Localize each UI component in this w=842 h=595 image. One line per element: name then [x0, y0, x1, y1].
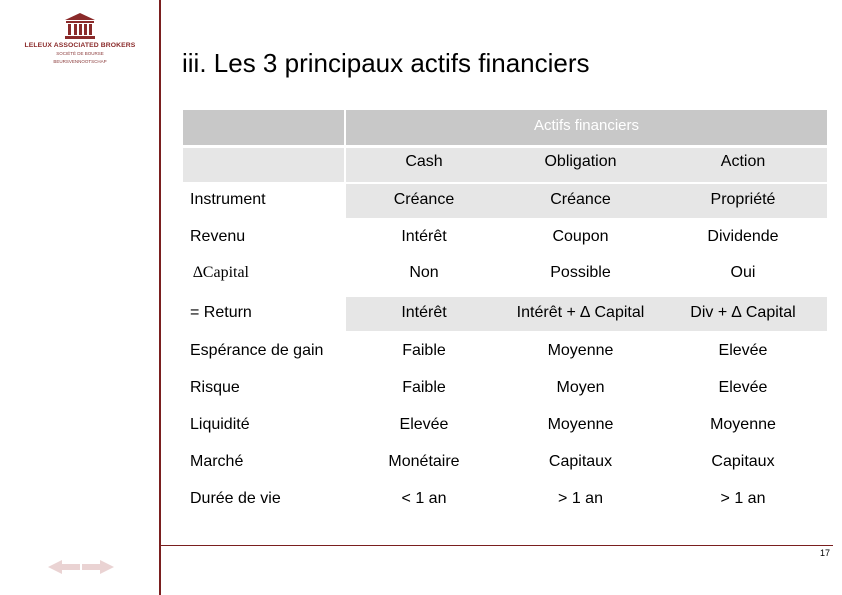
table-cell: Elevée	[718, 379, 768, 396]
table-cell: Moyen	[556, 379, 605, 396]
table-cell: Possible	[550, 264, 611, 281]
table-cell: Moyenne	[710, 416, 776, 433]
table-cell: > 1 an	[720, 490, 766, 507]
table-cell: Non	[409, 264, 439, 281]
arrow-left-icon[interactable]	[48, 560, 80, 574]
table-cell: Créance	[393, 191, 455, 208]
column-header-cash: Cash	[405, 153, 443, 170]
row-label-return: = Return	[190, 304, 252, 321]
table-cell: Div + ∆ Capital	[690, 304, 796, 321]
company-logo	[10, 12, 150, 72]
table-cell: Capitaux	[548, 453, 613, 470]
row-label-instrument: Instrument	[190, 191, 266, 208]
row-label-marche: Marché	[190, 453, 244, 470]
table-cell: Elevée	[399, 416, 449, 433]
table-cell: Propriété	[710, 191, 776, 208]
footer-divider	[161, 545, 833, 546]
header-blank-cell	[183, 110, 344, 145]
logo-subline-2: BEURSVENNOOTSCHAP	[53, 58, 107, 64]
table-cell: Elevée	[718, 342, 768, 359]
table-cell: Intérêt	[401, 304, 447, 321]
table-cell: Faible	[402, 342, 446, 359]
row-label-revenu: Revenu	[190, 228, 246, 245]
table-cell: Coupon	[552, 228, 609, 245]
row-label-risque: Risque	[190, 379, 240, 396]
arrow-right-icon[interactable]	[82, 560, 114, 574]
table-cell: < 1 an	[401, 490, 447, 507]
page-number: 17	[819, 548, 830, 558]
table-cell: Créance	[550, 191, 611, 208]
column-header-blank	[183, 148, 344, 182]
table-cell: Capitaux	[711, 453, 775, 470]
logo-subline-1: SOCIÉTÉ DE BOURSE	[56, 51, 104, 56]
column-header-action: Action	[720, 153, 766, 170]
table-cell: Oui	[730, 264, 756, 281]
vertical-divider	[159, 0, 161, 595]
row-label-duree: Durée de vie	[190, 490, 281, 507]
table-cell: Monétaire	[388, 453, 460, 470]
table-cell: Intérêt	[401, 228, 447, 245]
table-cell: Intérêt + ∆ Capital	[516, 304, 645, 321]
row-label-liquidite: Liquidité	[190, 416, 250, 433]
logo-name: LELEUX ASSOCIATED BROKERS	[24, 42, 136, 49]
table-cell: Faible	[402, 379, 446, 396]
table-cell: Moyenne	[547, 342, 614, 359]
row-label-esperance: Espérance de gain	[190, 342, 324, 359]
page-title: iii. Les 3 principaux actifs financiers	[182, 48, 590, 78]
row-label-delta-capital: ∆Capital	[193, 264, 249, 281]
column-header-obligation: Obligation	[544, 153, 617, 170]
slide-navigation	[48, 560, 114, 574]
building-icon	[63, 12, 97, 40]
table-cell: Dividende	[707, 228, 779, 245]
table-cell: Moyenne	[547, 416, 614, 433]
table-cell: > 1 an	[558, 490, 603, 507]
group-header: Actifs financiers	[533, 117, 640, 134]
